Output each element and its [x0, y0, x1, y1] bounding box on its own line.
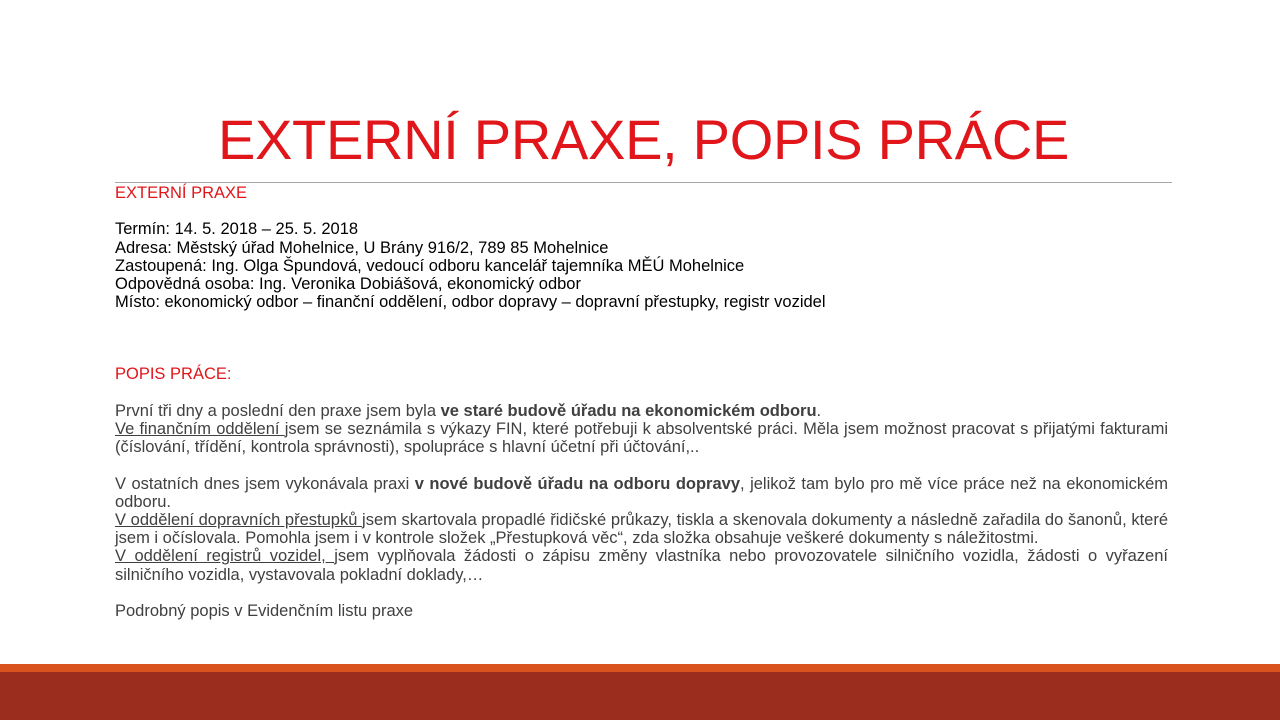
paragraph-ekonomicky-odbor — [115, 402, 1168, 457]
paragraph-odbor-dopravy — [115, 475, 1168, 584]
footer-bar — [0, 672, 1280, 720]
info-line-termin: Termín: 14. 5. 2018 – 25. 5. 2018 — [115, 220, 359, 239]
paragraph-bold-text: ve staré budově úřadu na ekonomickém odboru — [440, 401, 817, 420]
footer-accent-bar — [0, 664, 1280, 672]
spacer — [115, 584, 1168, 602]
info-line-adresa: Adresa: Městský úřad Mohelnice, U Brány 916/2, 789 85 Mohelnice — [115, 238, 609, 257]
spacer — [115, 384, 1168, 402]
paragraph-text: První tři dny a poslední den praxe jsem byla — [115, 401, 441, 420]
title-divider — [115, 182, 1172, 183]
paragraph-text: . — [816, 401, 822, 420]
slide-content — [115, 184, 1168, 620]
info-line-zastoupena: Zastoupená: Ing. Olga Špundová, vedoucí odboru kancelář tajemníka MĚÚ Mohelnice — [115, 256, 745, 275]
paragraph-text: V ostatních dnes jsem vykonávala praxi — [115, 474, 415, 493]
spacer — [115, 456, 1168, 474]
paragraph-bold-text: v nové budově úřadu na odboru dopravy — [414, 474, 741, 493]
paragraph-text: jsem vyplňovala žádosti o zápisu změny vlastníka nebo provozovatele silničního vozidla, žádosti o vyřazení silničního vozidla, vystavovala pokladní doklady,… — [115, 547, 1168, 584]
spacer — [115, 202, 1168, 220]
underlined-section-label: V oddělení dopravních přestupků — [115, 511, 363, 529]
paragraph-text: jsem skartovala propadlé řidičské průkazy, tiskla a skenovala dokumenty a následně zařadila do šanonů, které jsem i očíslovala. Pomohla jsem i v kontrole složek „Přestupková věc“, zda složka obsahuje veškeré dokumenty s náležitostmi. — [115, 511, 1168, 548]
spacer — [115, 311, 1168, 365]
popis-prace-heading: POPIS PRÁCE: — [115, 365, 232, 384]
info-line-misto: Místo: ekonomický odbor – finanční oddělení, odbor dopravy – dopravní přestupky, registr vozidel — [115, 293, 826, 312]
underlined-section-label: Ve finančním oddělení — [115, 420, 285, 438]
externi-praxe-heading: EXTERNÍ PRAXE — [115, 184, 248, 202]
paragraph-text: , jelikož tam bylo pro mě více práce než na ekonomickém odboru. — [115, 474, 1168, 511]
underlined-section-label: V oddělení registrů vozidel, — [115, 547, 335, 566]
info-line-odpovedna-osoba: Odpovědná osoba: Ing. Veronika Dobiášová, ekonomický odbor — [115, 275, 581, 293]
paragraph-text: jsem se seznámila s výkazy FIN, které potřebuji k absolventské práci. Měla jsem možnost pracovat s přijatými fakturami (číslování, třídění, kontrola správnosti), spolupráce s hlavní účetní při účtování,.. — [115, 420, 1168, 457]
paragraph-evidencni-list: Podrobný popis v Evidenčním listu praxe — [115, 602, 414, 620]
slide-title: EXTERNÍ PRAXE, POPIS PRÁCE — [217, 108, 1070, 171]
